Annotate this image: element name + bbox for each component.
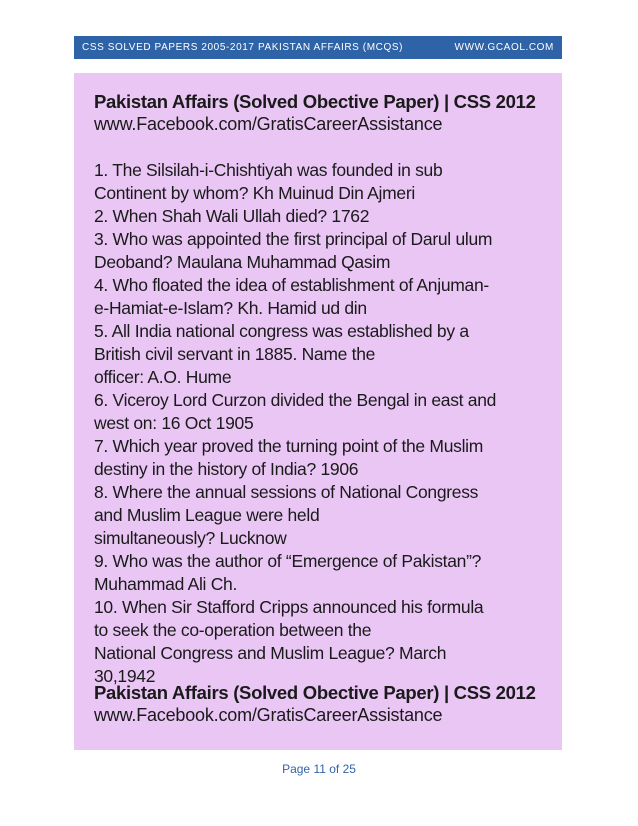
page-number: Page 11 of 25	[282, 762, 356, 776]
question-item: 7. Which year proved the turning point of the Muslim destiny in the history of India? 1906	[94, 436, 484, 479]
question-item: 6. Viceroy Lord Curzon divided the Bengal in east and west on: 16 Oct 1905	[94, 390, 497, 433]
question-item: 1. The Silsilah-i-Chishtiyah was founded in sub Continent by whom? Kh Muinud Din Ajmeri	[94, 160, 443, 203]
top-title-block	[94, 90, 552, 136]
page-header	[74, 36, 562, 59]
question-item: 3. Who was appointed the first principal of Darul ulum Deoband? Maulana Muhammad Qasim	[94, 229, 493, 272]
question-item: 4. Who floated the idea of establishment of Anjuman- e-Hamiat-e-Islam? Kh. Hamid ud din	[94, 275, 489, 318]
footer-facebook-url: www.Facebook.com/GratisCareerAssistance	[94, 705, 443, 725]
paper-title: Pakistan Affairs (Solved Obective Paper) | CSS 2012	[94, 91, 536, 112]
question-item: 8. Where the annual sessions of National Congress and Muslim League were held simultaneously? Lucknow	[94, 482, 479, 548]
question-item: 2. When Shah Wali Ullah died? 1762	[94, 206, 370, 226]
facebook-url: www.Facebook.com/GratisCareerAssistance	[94, 114, 443, 134]
question-list	[94, 159, 552, 688]
content-image	[74, 73, 562, 750]
header-title: CSS SOLVED PAPERS 2005-2017 PAKISTAN AFFAIRS (MCQS)	[82, 42, 404, 53]
bottom-title-block	[94, 681, 536, 727]
question-item: 5. All India national congress was established by a British civil servant in 1885. Name the officer: A.O. Hume	[94, 321, 469, 387]
footer-paper-title: Pakistan Affairs (Solved Obective Paper) | CSS 2012	[94, 682, 536, 703]
question-item: 9. Who was the author of “Emergence of Pakistan”? Muhammad Ali Ch.	[94, 551, 482, 594]
header-website: WWW.GCAOL.COM	[454, 42, 554, 53]
question-item: 10. When Sir Stafford Cripps announced his formula to seek the co-operation between the National Congress and Muslim League? March 30,1942	[94, 597, 484, 686]
